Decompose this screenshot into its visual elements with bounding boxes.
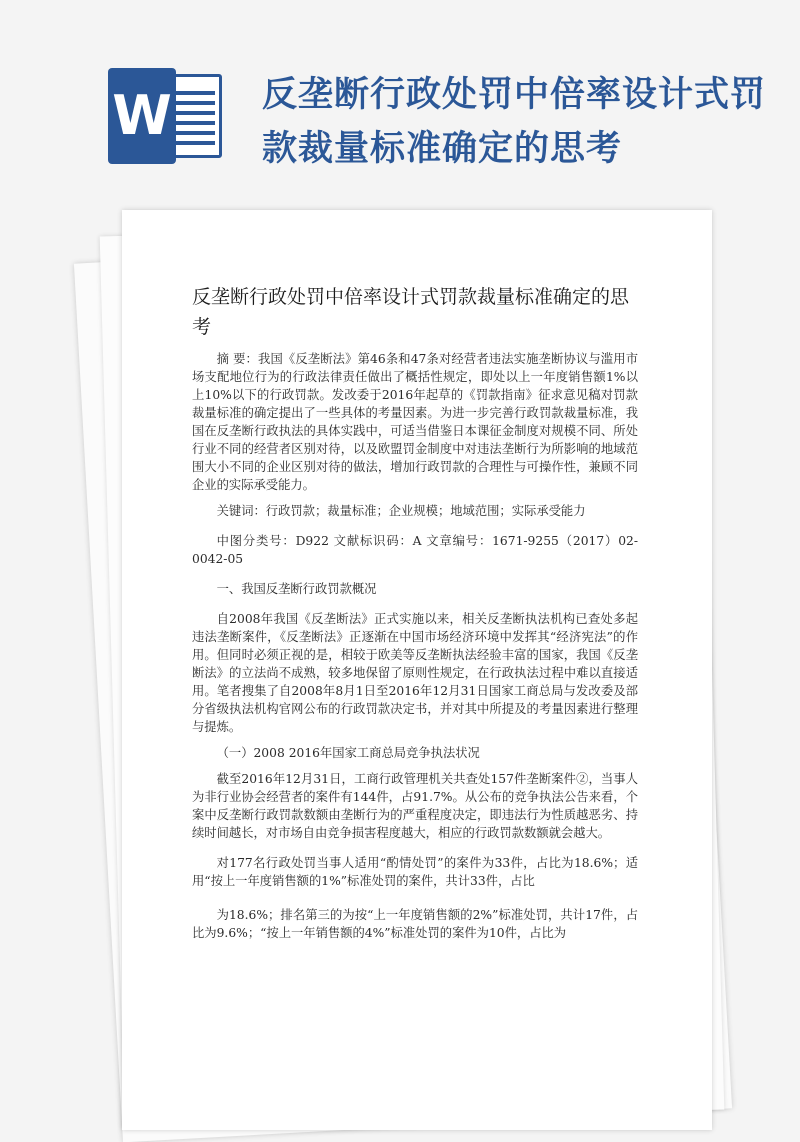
- document-page: [122, 210, 712, 1130]
- paragraph: 自2008年我国《反垄断法》正式实施以来，相关反垄断执法机构已查处多起违法垄断案件，《反垄断法》正逐渐在中国市场经济环境中发挥其“经济宪法”的作用。但同时必须正视的是，相较于欧美等反垄断执法经验丰富的国家，我国《反垄断法》的立法尚不成熟，较多地保留了原则性规定，在行政执法过程中难以直接适用。笔者搜集了自2008年8月1日至2016年12月31日国家工商总局与发改委及部分省级执法机构官网公布的行政罚款决定书，并对其中所提及的考量因素进行整理与提炼。: [192, 612, 638, 734]
- keywords: 关键词：行政罚款；裁量标准；企业规模；地域范围；实际承受能力: [216, 504, 586, 518]
- classification-info: 中图分类号：D922 文献标识码：A 文章编号：1671-9255（2017）02-0042-05: [192, 534, 638, 566]
- section-heading: 一、我国反垄断行政罚款概况: [216, 582, 377, 596]
- abstract: 摘 要：我国《反垄断法》第46条和47条对经营者违法实施垄断协议与滥用市场支配地位行为的行政法律责任做出了概括性规定，即处以上一年度销售额1%以上10%以下的行政罚款。发改委于2016年起草的《罚款指南》征求意见稿对罚款裁量标准的确定提出了一些具体的考量因素。为进一步完善行政罚款裁量标准，我国在反垄断行政执法的具体实践中，可适当借鉴日本课征金制度对规模不同、所处行业不同的经营者区别对待，以及欧盟罚金制度中对违法垄断行为所影响的地域范围大小不同的企业区别对待的做法，增加行政罚款的合理性与可操作性，兼顾不同企业的实际承受能力。: [192, 352, 638, 492]
- paragraph: 截至2016年12月31日，工商行政管理机关共查处157件垄断案件②，当事人为非行业协会经营者的案件有144件，占91.7%。从公布的竞争执法公告来看，个案中反垄断行政罚款数额由垄断行为的严重程度决定，即违法行为性质越恶劣、持续时间越长，对市场自由竞争损害程度越大，相应的行政罚款数额就会越大。: [192, 772, 638, 840]
- header-banner: [0, 0, 800, 200]
- word-document-icon: [108, 68, 224, 164]
- document-body: [192, 350, 638, 942]
- header-title: 反垄断行政处罚中倍率设计式罚款裁量标准确定的思考: [262, 74, 767, 169]
- document-title: 反垄断行政处罚中倍率设计式罚款裁量标准确定的思考: [192, 286, 630, 338]
- word-logo-letter: W: [108, 68, 176, 164]
- paragraph: 为18.6%；排名第三的为按“上一年度销售额的2%”标准处罚，共计17件，占比为9.6%；“按上一年销售额的4%”标准处罚的案件为10件，占比为: [192, 908, 638, 940]
- subsection-heading: （一）2008 2016年国家工商总局竞争执法状况: [216, 746, 480, 760]
- paragraph: 对177名行政处罚当事人适用“酌情处罚”的案件为33件，占比为18.6%；适用“按上一年度销售额的1%”标准处罚的案件，共计33件，占比: [192, 856, 638, 888]
